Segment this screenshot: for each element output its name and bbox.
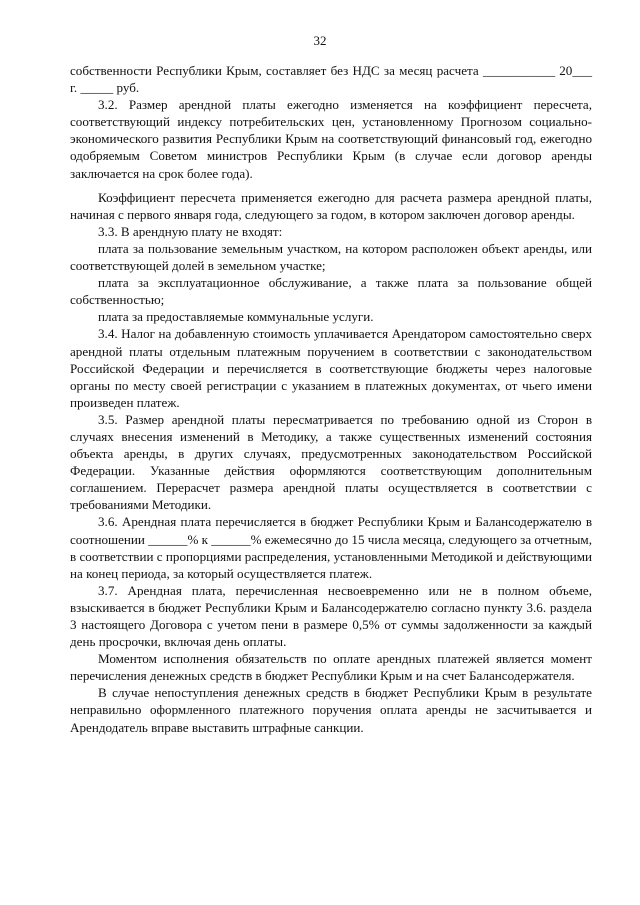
paragraph-3-6: 3.6. Арендная плата перечисляется в бюджет Республики Крым и Балансодержателю в соотношении ______% к ______% ежемесячно до 15 числа месяца, следующего за отчетным, в соответствии с пропорциями распределения, установленными Методикой и действующими на конец периода, за который осуществляется платеж. [70,514,592,581]
paragraph-3-3: 3.3. В арендную плату не входят: [98,223,283,239]
paragraph-3-4: 3.4. Налог на добавленную стоимость уплачивается Арендатором самостоятельно сверх арендной платы отдельным платежным поручением в соответствии с законодательством Российской Федерации и перечисляется в соответствующие бюджеты через налоговые органы по месту своей регистрации с указанием в платежных документах, от чьего имени произведен платеж. [70,326,592,410]
paragraph-3-7: 3.7. Арендная плата, перечисленная несвоевременно или не в полном объеме, взыскивается в бюджет Республики Крым и Балансодержателю согласно пункту 3.6. раздела 3 настоящего Договора с учетом пени в размере 0,5% от суммы задолженности за каждый день просрочки, включая день оплаты. [70,582,592,650]
document-body [70,62,592,736]
paragraph-penalties: В случае непоступления денежных средств в бюджет Республики Крым в результате неправильно оформленного платежного поручения оплата аренды не засчитывается и Арендодатель вправе выставить штрафные санкции. [70,685,592,735]
paragraph-3-5: 3.5. Размер арендной платы пересматривается по требованию одной из Сторон в случаях внесения изменений в Методику, а также существенных изменений состояния объекта аренды, в других случаях, предусмотренных законодательством Российской Федерации. Указанные действия оформляются соответствующим дополнительным соглашением. Перерасчет размера арендной платы осуществляется в соответствии с требованиями Методики. [70,411,592,513]
list-item-utilities: плата за предоставляемые коммунальные услуги. [98,309,374,325]
paragraph-3-2: 3.2. Размер арендной платы ежегодно изменяется на коэффициент пересчета, соответствующий индексу потребительских цен, установленному Прогнозом социально-экономического развития Республики Крым на соответствующий финансовый год, ежегодно одобряемым Советом министров Республики Крым (в случае если договор аренды заключается на срок более года). [70,97,592,181]
paragraph-payment-moment: Моментом исполнения обязательств по оплате арендных платежей является момент перечисления денежных средств в бюджет Республики Крым и на счет Балансодержателя. [70,651,592,684]
paragraph-rent-amount: собственности Республики Крым, составляет без НДС за месяц расчета ___________ 20___ г. _____ руб. [70,63,592,96]
list-item-maintenance: плата за эксплуатационное обслуживание, а также плата за пользование общей собственностью; [70,275,592,308]
list-item-land-plot: плата за пользование земельным участком, на котором расположен объект аренды, или соответствующей долей в земельном участке; [70,240,592,274]
paragraph-coefficient: Коэффициент пересчета применяется ежегодно для расчета размера арендной платы, начиная с первого января года, следующего за годом, в котором заключен договор аренды. [70,189,592,222]
page-number: 32 [313,33,327,48]
